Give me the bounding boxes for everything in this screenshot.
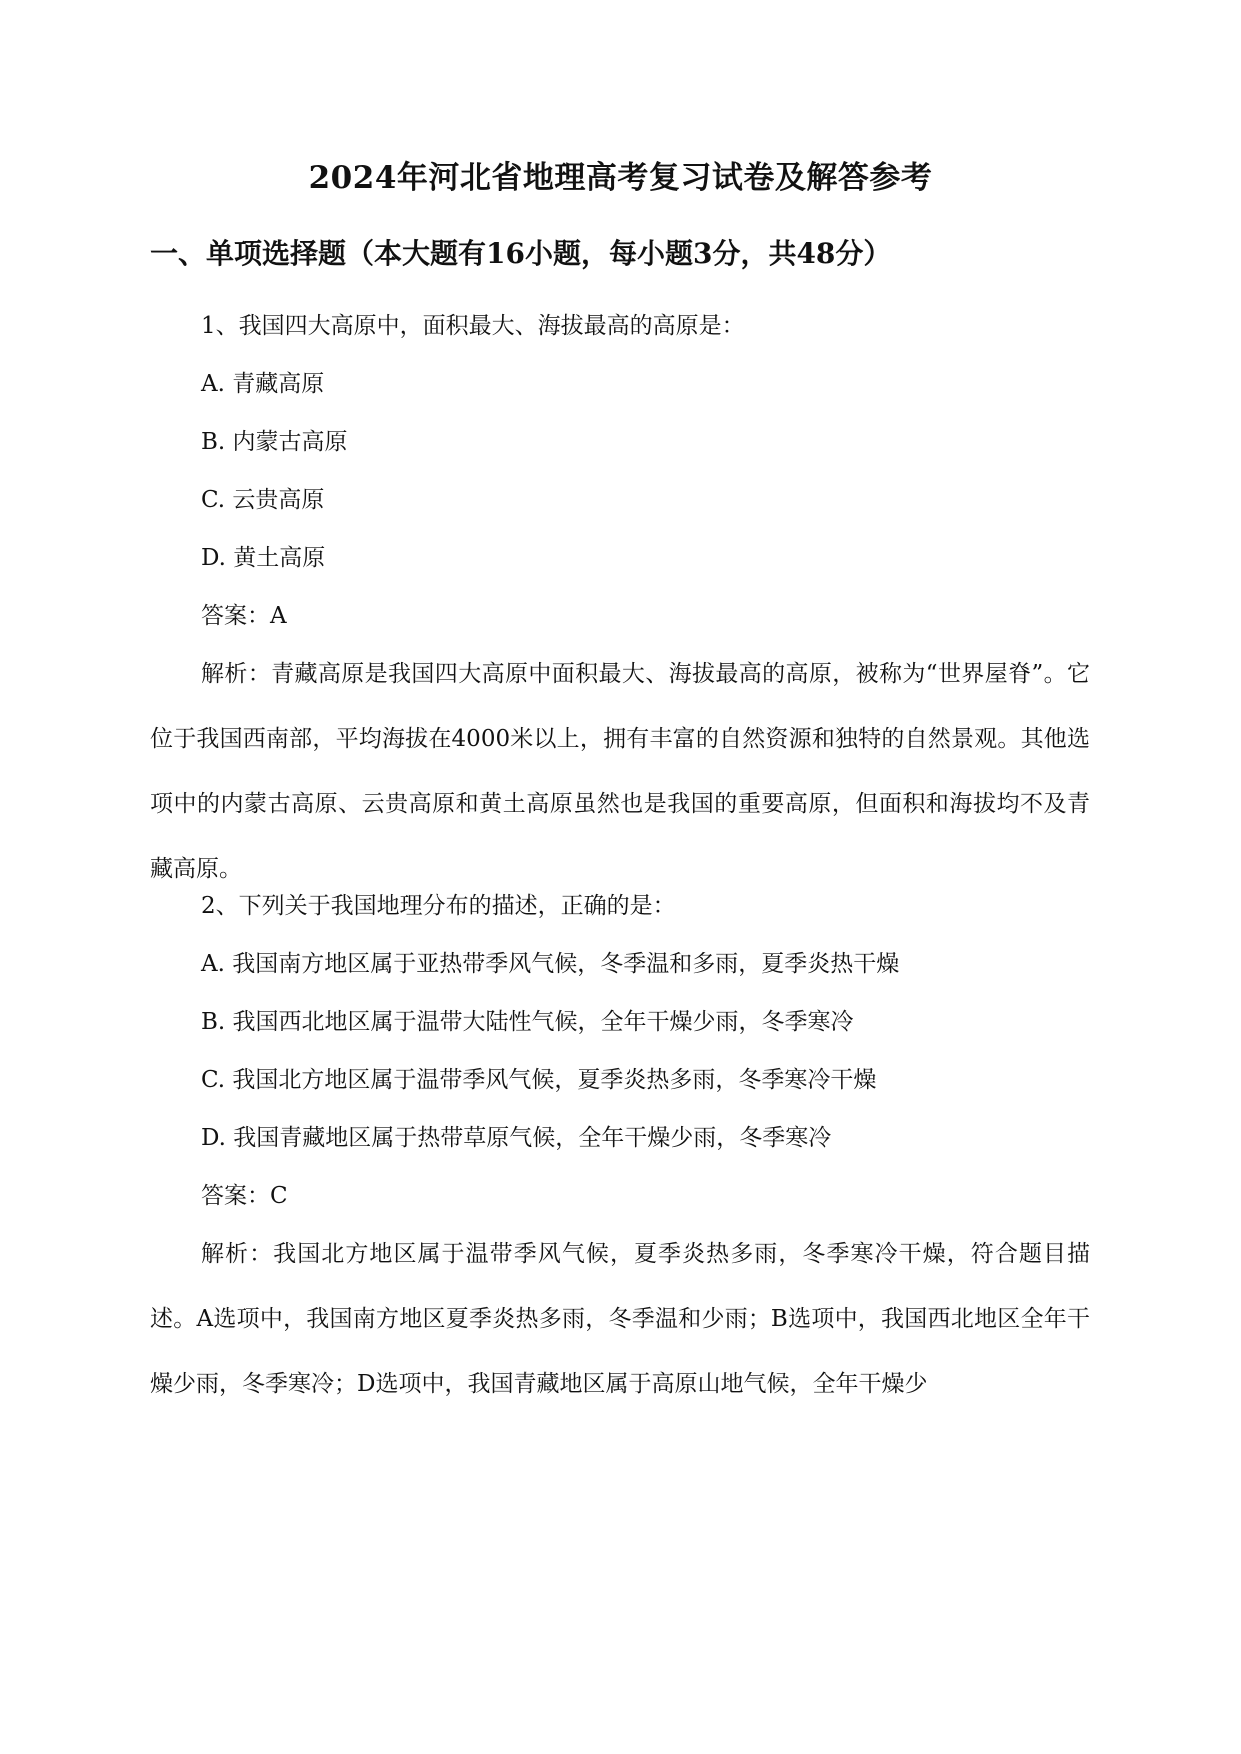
- question-2-option-a: A. 我国南方地区属于亚热带季风气候，冬季温和多雨，夏季炎热干燥: [201, 951, 900, 977]
- question-2-option-b: B. 我国西北地区属于温带大陆性气候，全年干燥少雨，冬季寒冷: [201, 1009, 854, 1035]
- question-1-analysis: 解析：青藏高原是我国四大高原中面积最大、海拔最高的高原，被称为“世界屋脊”。它位于我国西南部，平均海拔在4000米以上，拥有丰富的自然资源和独特的自然景观。其他选项中的内蒙古高原、云贵高原和黄土高原虽然也是我国的重要高原，但面积和海拔均不及青藏高原。: [150, 661, 1090, 882]
- question-1-stem: 1、我国四大高原中，面积最大、海拔最高的高原是：: [201, 313, 745, 339]
- question-2-stem: 2、下列关于我国地理分布的描述，正确的是：: [201, 893, 676, 919]
- question-1-answer: 答案：A: [201, 603, 287, 629]
- question-2-analysis: 解析：我国北方地区属于温带季风气候，夏季炎热多雨，冬季寒冷干燥，符合题目描述。A选项中，我国南方地区夏季炎热多雨，冬季温和少雨；B选项中，我国西北地区全年干燥少雨，冬季寒冷；D选项中，我国青藏地区属于高原山地气候，全年干燥少: [150, 1241, 1090, 1397]
- question-2-option-d: D. 我国青藏地区属于热带草原气候，全年干燥少雨，冬季寒冷: [201, 1125, 832, 1151]
- question-2-option-c: C. 我国北方地区属于温带季风气候，夏季炎热多雨，冬季寒冷干燥: [201, 1067, 877, 1093]
- question-1-option-b: B. 内蒙古高原: [201, 429, 348, 455]
- document-title: 2024年河北省地理高考复习试卷及解答参考: [308, 160, 933, 196]
- question-2-answer: 答案：C: [201, 1183, 288, 1209]
- section-heading: 一、单项选择题（本大题有16小题，每小题3分，共48分）: [150, 237, 892, 270]
- question-1-option-d: D. 黄土高原: [201, 545, 326, 571]
- question-1-option-c: C. 云贵高原: [201, 487, 325, 513]
- question-1-option-a: A. 青藏高原: [201, 371, 325, 397]
